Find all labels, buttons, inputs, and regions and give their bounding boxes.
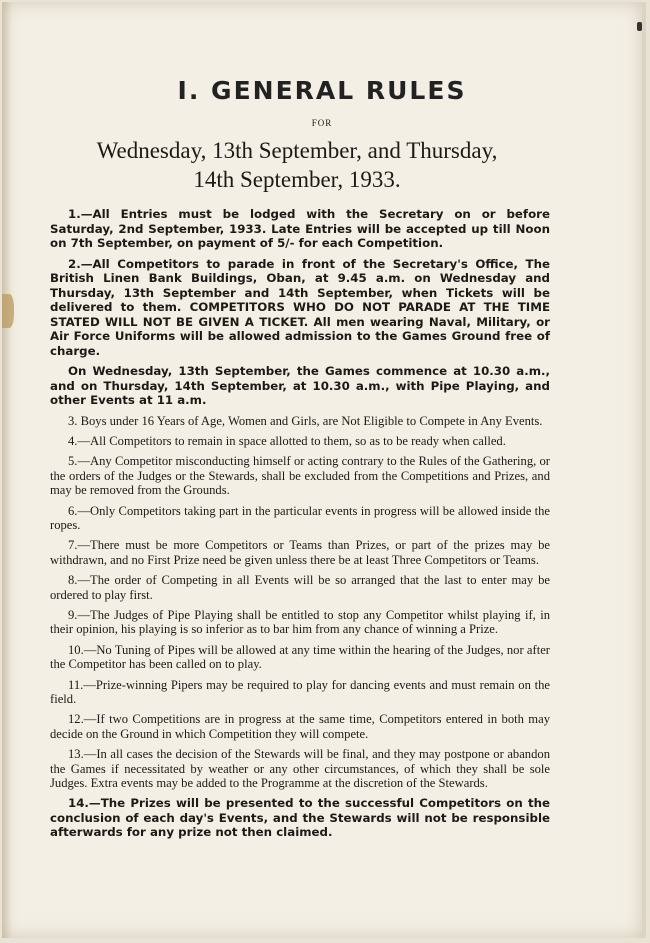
page-title: I. GENERAL RULES [177,76,467,105]
rules-list [50,207,550,846]
document-page [2,2,646,938]
rule-text: 10.—No Tuning of Pipes will be allowed at any time within the hearing of the Judges, nor after the Competitor has been called on to play. [50,642,550,672]
rule-paragraph [50,608,550,637]
rule-paragraph [50,538,550,567]
rule-text: 1.—All Entries must be lodged with the Secretary on or before Saturday, 2nd September, 1933. Late Entries will be accepted up till Noon on 7th September, on payment of 5/- for each Competition. [50,207,550,250]
rule-paragraph [50,454,550,497]
subtitle-line-1: Wednesday, 13th September, and Thursday, [96,138,498,163]
paper-stain [2,294,14,328]
rule-paragraph [50,364,550,408]
subtitle-line-2: 14th September, 1933. [193,167,401,192]
rule-text: 2.—All Competitors to parade in front of the Secretary's Office, The British Linen Bank Buildings, Oban, at 9.45 a.m. on Wednesday and Thursday, 13th September and 14th September, when Tickets will be delivered to them. COMPETITORS WHO DO NOT PARADE AT THE TIME STATED WILL NOT BE GIVEN A TICKET. All men wearing Naval, Military, or Air Force Uniforms will be allowed admission to the Games Ground free of charge. [50,256,550,358]
rule-text: 4.—All Competitors to remain in space allotted to them, so as to be ready when called. [68,433,506,448]
rule-text: 11.—Prize-winning Pipers may be required to play for dancing events and must remain on the field. [50,677,550,706]
rule-text: 6.—Only Competitors taking part in the particular events in progress will be allowed inside the ropes. [50,503,550,532]
rule-paragraph [50,678,550,707]
rule-text: 13.—In all cases the decision of the Stewards will be final, and they may postpone or abandon the Games if necessitated by weather or any other circumstances, of which they shall be sole Judges. Extra events may be added to the Programme at the discretion of the Stewards. [50,747,550,791]
rule-text: 3. Boys under 16 Years of Age, Women and Girls, are Not Eligible to Compete in Any Events. [68,413,543,428]
rule-paragraph [50,747,550,790]
rule-paragraph [50,434,550,448]
rule-text: 7.—There must be more Competitors or Teams than Prizes, or part of the prizes may be withdrawn, and no First Prize need be given unless there be at least Three Competitors or Teams. [50,538,550,567]
rule-text: On Wednesday, 13th September, the Games commence at 10.30 a.m., and on Thursday, 14th September, at 10.30 a.m., with Pipe Playing, and other Events at 11 a.m. [50,364,550,407]
rule-paragraph [50,796,550,840]
rule-text: 9.—The Judges of Pipe Playing shall be entitled to stop any Competitor whilst playing if, in their opinion, his playing is so inferior as to bar him from any chance of winning a Prize. [50,607,550,637]
event-dates-subtitle [32,136,562,194]
rule-paragraph [50,257,550,359]
rule-text: 12.—If two Competitions are in progress at the same time, Competitors entered in both may decide on the Ground in which Competition they will compete. [50,712,550,741]
rule-text: 8.—The order of Competing in all Events will be so arranged that the last to enter may be ordered to play first. [50,573,550,602]
for-label: FOR [311,118,333,128]
rule-paragraph [50,712,550,741]
ink-blot [637,22,642,31]
rule-text: 14.—The Prizes will be presented to the successful Competitors on the conclusion of each day's Events, and the Stewards will not be responsible afterwards for any prize not then claimed. [50,796,550,840]
rule-paragraph [50,504,550,533]
rule-paragraph [50,643,550,672]
rule-text: 5.—Any Competitor misconducting himself or acting contrary to the Rules of the Gathering, or the orders of the Judges or the Stewards, shall be excluded from the Competitions and Prizes, and may be removed from the Grounds. [50,454,550,498]
rule-paragraph [50,414,550,428]
rule-paragraph [50,573,550,602]
rule-paragraph [50,207,550,251]
